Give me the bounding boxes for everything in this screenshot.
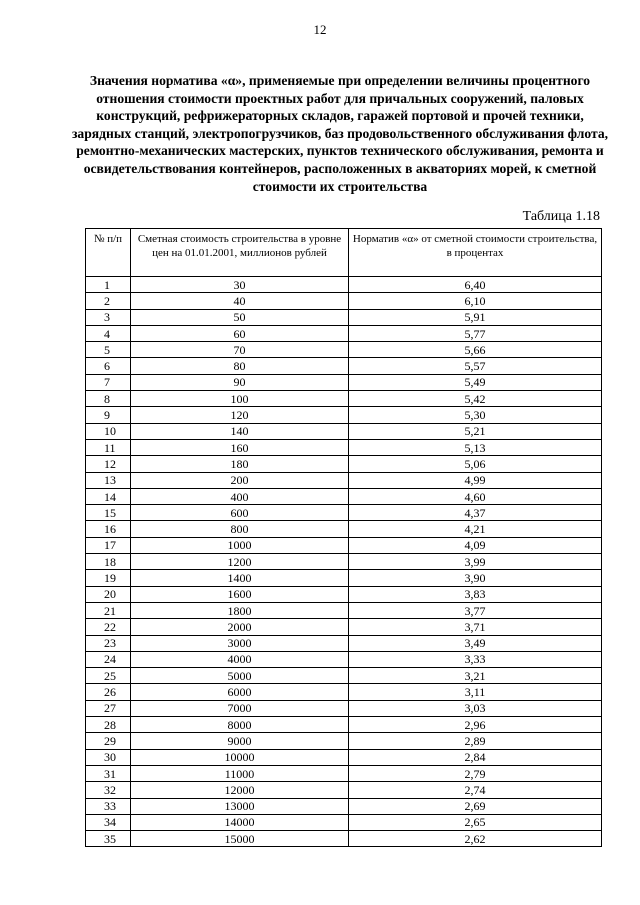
header-estimated-cost: Сметная стоимость строительства в уровне цен на 01.01.2001, миллионов рублей (131, 229, 349, 277)
row-norm-alpha: 2,74 (349, 782, 602, 798)
row-estimated-cost: 70 (131, 342, 349, 358)
row-norm-alpha: 5,42 (349, 391, 602, 407)
table-label: Таблица 1.18 (522, 209, 600, 224)
row-estimated-cost: 5000 (131, 668, 349, 684)
table-row (86, 407, 602, 423)
row-index: 24 (86, 651, 131, 667)
row-index: 8 (86, 391, 131, 407)
row-estimated-cost: 1200 (131, 554, 349, 570)
row-norm-alpha: 5,49 (349, 374, 602, 390)
table-row (86, 782, 602, 798)
row-estimated-cost: 1800 (131, 602, 349, 618)
row-norm-alpha: 5,30 (349, 407, 602, 423)
row-index: 21 (86, 602, 131, 618)
row-norm-alpha: 3,71 (349, 619, 602, 635)
row-index: 22 (86, 619, 131, 635)
row-norm-alpha: 5,06 (349, 456, 602, 472)
row-estimated-cost: 1000 (131, 537, 349, 553)
table-row (86, 293, 602, 309)
table-row (86, 684, 602, 700)
table-row (86, 391, 602, 407)
row-index: 35 (86, 831, 131, 847)
row-index: 25 (86, 668, 131, 684)
row-index: 2 (86, 293, 131, 309)
row-norm-alpha: 6,10 (349, 293, 602, 309)
page-number: 12 (313, 22, 327, 37)
table-row (86, 765, 602, 781)
table-row (86, 439, 602, 455)
row-norm-alpha: 3,21 (349, 668, 602, 684)
row-estimated-cost: 14000 (131, 814, 349, 830)
table-row (86, 798, 602, 814)
row-index: 11 (86, 439, 131, 455)
table-row (86, 651, 602, 667)
table-row (86, 505, 602, 521)
row-norm-alpha: 2,96 (349, 717, 602, 733)
row-index: 23 (86, 635, 131, 651)
row-estimated-cost: 60 (131, 325, 349, 341)
table-row (86, 521, 602, 537)
row-index: 13 (86, 472, 131, 488)
row-index: 7 (86, 374, 131, 390)
row-index: 3 (86, 309, 131, 325)
row-estimated-cost: 90 (131, 374, 349, 390)
row-norm-alpha: 3,99 (349, 554, 602, 570)
table-row (86, 374, 602, 390)
row-index: 18 (86, 554, 131, 570)
table-row (86, 554, 602, 570)
table-row (86, 619, 602, 635)
table-row (86, 814, 602, 830)
table-row (86, 749, 602, 765)
table-row (86, 325, 602, 341)
table-row (86, 456, 602, 472)
row-norm-alpha: 5,13 (349, 439, 602, 455)
header-norm-alpha: Норматив «α» от сметной стоимости строительства, в процентах (349, 229, 602, 277)
header-index: № п/п (86, 229, 131, 277)
row-norm-alpha: 5,91 (349, 309, 602, 325)
table-row (86, 717, 602, 733)
row-norm-alpha: 4,99 (349, 472, 602, 488)
row-norm-alpha: 2,65 (349, 814, 602, 830)
row-index: 27 (86, 700, 131, 716)
table-row (86, 309, 602, 325)
row-estimated-cost: 6000 (131, 684, 349, 700)
row-estimated-cost: 800 (131, 521, 349, 537)
row-estimated-cost: 10000 (131, 749, 349, 765)
row-index: 34 (86, 814, 131, 830)
row-index: 16 (86, 521, 131, 537)
row-index: 30 (86, 749, 131, 765)
row-estimated-cost: 600 (131, 505, 349, 521)
row-estimated-cost: 9000 (131, 733, 349, 749)
row-norm-alpha: 4,37 (349, 505, 602, 521)
row-norm-alpha: 3,11 (349, 684, 602, 700)
row-estimated-cost: 160 (131, 439, 349, 455)
row-estimated-cost: 80 (131, 358, 349, 374)
row-estimated-cost: 180 (131, 456, 349, 472)
row-estimated-cost: 1400 (131, 570, 349, 586)
table-row (86, 733, 602, 749)
row-estimated-cost: 120 (131, 407, 349, 423)
document-title: Значения норматива «α», применяемые при определении величины процентного отношения стоимости проектных работ для причальных сооружений, паловых конструкций, рефрижераторных складов, гаражей портовой и прочей техники, зарядных станций, электропогрузчиков, баз продовольственного обслуживания флота, ремонтно-механических мастерских, пунктов технического обслуживания, ремонта и освидетельствования контейнеров, расположенных в акваториях морей, к сметной стоимости их строительства (71, 73, 609, 194)
row-norm-alpha: 3,83 (349, 586, 602, 602)
row-norm-alpha: 4,21 (349, 521, 602, 537)
row-index: 10 (86, 423, 131, 439)
row-norm-alpha: 3,90 (349, 570, 602, 586)
row-estimated-cost: 11000 (131, 765, 349, 781)
row-norm-alpha: 3,49 (349, 635, 602, 651)
row-index: 6 (86, 358, 131, 374)
row-norm-alpha: 2,84 (349, 749, 602, 765)
row-norm-alpha: 5,21 (349, 423, 602, 439)
row-norm-alpha: 2,69 (349, 798, 602, 814)
row-estimated-cost: 8000 (131, 717, 349, 733)
row-norm-alpha: 5,57 (349, 358, 602, 374)
row-index: 19 (86, 570, 131, 586)
table-header-row (86, 229, 602, 277)
table-row (86, 423, 602, 439)
norm-table (85, 228, 602, 847)
row-norm-alpha: 2,89 (349, 733, 602, 749)
table-row (86, 635, 602, 651)
row-estimated-cost: 100 (131, 391, 349, 407)
row-index: 31 (86, 765, 131, 781)
row-estimated-cost: 1600 (131, 586, 349, 602)
row-estimated-cost: 140 (131, 423, 349, 439)
row-norm-alpha: 4,09 (349, 537, 602, 553)
table-row (86, 488, 602, 504)
row-estimated-cost: 400 (131, 488, 349, 504)
row-estimated-cost: 40 (131, 293, 349, 309)
row-index: 1 (86, 277, 131, 293)
row-estimated-cost: 2000 (131, 619, 349, 635)
row-estimated-cost: 7000 (131, 700, 349, 716)
table-row (86, 342, 602, 358)
table-row (86, 668, 602, 684)
row-index: 14 (86, 488, 131, 504)
row-estimated-cost: 4000 (131, 651, 349, 667)
table-row (86, 537, 602, 553)
table-body (86, 277, 602, 847)
row-norm-alpha: 3,03 (349, 700, 602, 716)
row-index: 20 (86, 586, 131, 602)
row-norm-alpha: 3,33 (349, 651, 602, 667)
row-index: 12 (86, 456, 131, 472)
row-norm-alpha: 6,40 (349, 277, 602, 293)
row-index: 29 (86, 733, 131, 749)
row-norm-alpha: 2,62 (349, 831, 602, 847)
table-row (86, 277, 602, 293)
row-norm-alpha: 3,77 (349, 602, 602, 618)
row-index: 17 (86, 537, 131, 553)
row-estimated-cost: 30 (131, 277, 349, 293)
row-norm-alpha: 4,60 (349, 488, 602, 504)
row-estimated-cost: 200 (131, 472, 349, 488)
row-index: 9 (86, 407, 131, 423)
row-norm-alpha: 2,79 (349, 765, 602, 781)
table-row (86, 472, 602, 488)
row-estimated-cost: 3000 (131, 635, 349, 651)
row-estimated-cost: 15000 (131, 831, 349, 847)
row-index: 33 (86, 798, 131, 814)
table-row (86, 358, 602, 374)
row-norm-alpha: 5,66 (349, 342, 602, 358)
row-index: 4 (86, 325, 131, 341)
row-estimated-cost: 13000 (131, 798, 349, 814)
row-estimated-cost: 12000 (131, 782, 349, 798)
table-row (86, 831, 602, 847)
row-estimated-cost: 50 (131, 309, 349, 325)
row-index: 5 (86, 342, 131, 358)
table-row (86, 700, 602, 716)
row-index: 15 (86, 505, 131, 521)
row-index: 28 (86, 717, 131, 733)
table-row (86, 570, 602, 586)
table-row (86, 586, 602, 602)
row-index: 32 (86, 782, 131, 798)
row-index: 26 (86, 684, 131, 700)
table-row (86, 602, 602, 618)
row-norm-alpha: 5,77 (349, 325, 602, 341)
